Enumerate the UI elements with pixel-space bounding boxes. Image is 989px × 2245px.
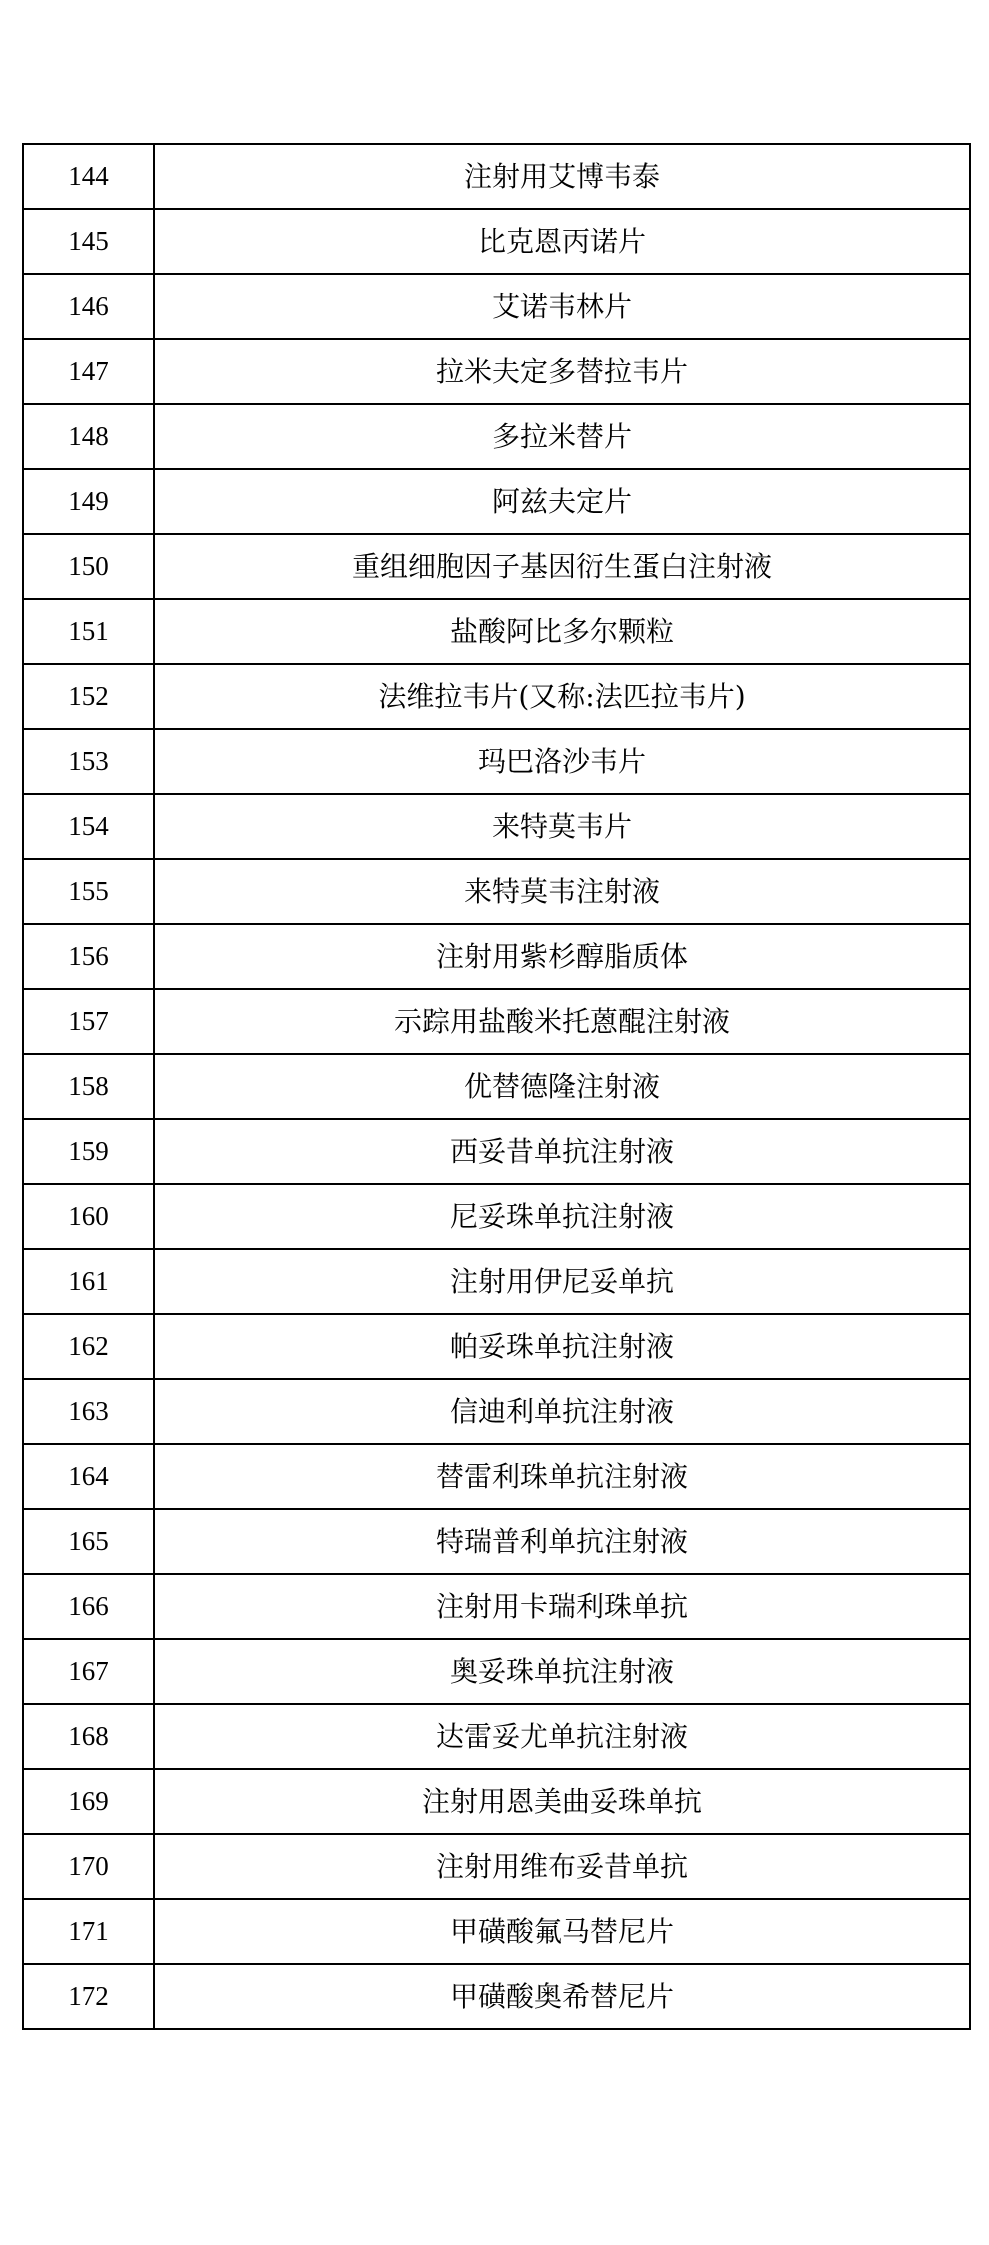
table-row (23, 469, 970, 534)
row-number-cell: 147 (23, 339, 154, 404)
drug-name-cell: 阿兹夫定片 (154, 469, 970, 534)
row-number-cell: 159 (23, 1119, 154, 1184)
table-row (23, 534, 970, 599)
table-row (23, 1379, 970, 1444)
row-number-cell: 146 (23, 274, 154, 339)
drug-name-cell: 比克恩丙诺片 (154, 209, 970, 274)
drug-name-cell: 法维拉韦片(又称:法匹拉韦片) (154, 664, 970, 729)
drug-name-cell: 艾诺韦林片 (154, 274, 970, 339)
table-row (23, 1119, 970, 1184)
row-number-cell: 145 (23, 209, 154, 274)
row-number-cell: 148 (23, 404, 154, 469)
table-row (23, 1834, 970, 1899)
row-number-cell: 169 (23, 1769, 154, 1834)
row-number-cell: 167 (23, 1639, 154, 1704)
drug-name-cell: 注射用维布妥昔单抗 (154, 1834, 970, 1899)
table-row (23, 404, 970, 469)
row-number-cell: 144 (23, 144, 154, 209)
row-number-cell: 150 (23, 534, 154, 599)
drug-name-cell: 甲磺酸氟马替尼片 (154, 1899, 970, 1964)
row-number-cell: 152 (23, 664, 154, 729)
row-number-cell: 157 (23, 989, 154, 1054)
drug-name-cell: 尼妥珠单抗注射液 (154, 1184, 970, 1249)
drug-name-cell: 示踪用盐酸米托蒽醌注射液 (154, 989, 970, 1054)
table-row (23, 144, 970, 209)
table-row (23, 339, 970, 404)
row-number-cell: 163 (23, 1379, 154, 1444)
drug-name-cell: 注射用卡瑞利珠单抗 (154, 1574, 970, 1639)
table-row (23, 794, 970, 859)
row-number-cell: 168 (23, 1704, 154, 1769)
drug-list-table (22, 143, 971, 2030)
drug-name-cell: 帕妥珠单抗注射液 (154, 1314, 970, 1379)
drug-name-cell: 拉米夫定多替拉韦片 (154, 339, 970, 404)
table-row (23, 1054, 970, 1119)
drug-name-cell: 重组细胞因子基因衍生蛋白注射液 (154, 534, 970, 599)
row-number-cell: 171 (23, 1899, 154, 1964)
drug-name-cell: 盐酸阿比多尔颗粒 (154, 599, 970, 664)
table-row (23, 1444, 970, 1509)
row-number-cell: 172 (23, 1964, 154, 2029)
drug-name-cell: 优替德隆注射液 (154, 1054, 970, 1119)
row-number-cell: 160 (23, 1184, 154, 1249)
drug-name-cell: 达雷妥尤单抗注射液 (154, 1704, 970, 1769)
table-row (23, 924, 970, 989)
row-number-cell: 155 (23, 859, 154, 924)
table-row (23, 859, 970, 924)
row-number-cell: 170 (23, 1834, 154, 1899)
table-row (23, 729, 970, 794)
drug-name-cell: 奥妥珠单抗注射液 (154, 1639, 970, 1704)
row-number-cell: 161 (23, 1249, 154, 1314)
drug-name-cell: 注射用艾博韦泰 (154, 144, 970, 209)
drug-name-cell: 信迪利单抗注射液 (154, 1379, 970, 1444)
table-row (23, 1639, 970, 1704)
row-number-cell: 156 (23, 924, 154, 989)
row-number-cell: 162 (23, 1314, 154, 1379)
table-row (23, 1249, 970, 1314)
table-row (23, 1899, 970, 1964)
row-number-cell: 158 (23, 1054, 154, 1119)
table-row (23, 1964, 970, 2029)
table-row (23, 1704, 970, 1769)
drug-name-cell: 注射用恩美曲妥珠单抗 (154, 1769, 970, 1834)
table-row (23, 274, 970, 339)
row-number-cell: 164 (23, 1444, 154, 1509)
row-number-cell: 153 (23, 729, 154, 794)
row-number-cell: 166 (23, 1574, 154, 1639)
row-number-cell: 154 (23, 794, 154, 859)
drug-name-cell: 特瑞普利单抗注射液 (154, 1509, 970, 1574)
table-row (23, 1509, 970, 1574)
table-row (23, 209, 970, 274)
table-row (23, 1574, 970, 1639)
drug-name-cell: 玛巴洛沙韦片 (154, 729, 970, 794)
drug-list-body (23, 144, 970, 2029)
drug-name-cell: 注射用紫杉醇脂质体 (154, 924, 970, 989)
table-row (23, 1184, 970, 1249)
table-row (23, 1769, 970, 1834)
drug-name-cell: 来特莫韦注射液 (154, 859, 970, 924)
drug-name-cell: 注射用伊尼妥单抗 (154, 1249, 970, 1314)
table-row (23, 599, 970, 664)
row-number-cell: 165 (23, 1509, 154, 1574)
table-row (23, 1314, 970, 1379)
drug-name-cell: 来特莫韦片 (154, 794, 970, 859)
table-row (23, 664, 970, 729)
drug-name-cell: 替雷利珠单抗注射液 (154, 1444, 970, 1509)
table-row (23, 989, 970, 1054)
drug-name-cell: 甲磺酸奥希替尼片 (154, 1964, 970, 2029)
row-number-cell: 151 (23, 599, 154, 664)
row-number-cell: 149 (23, 469, 154, 534)
drug-name-cell: 多拉米替片 (154, 404, 970, 469)
drug-name-cell: 西妥昔单抗注射液 (154, 1119, 970, 1184)
